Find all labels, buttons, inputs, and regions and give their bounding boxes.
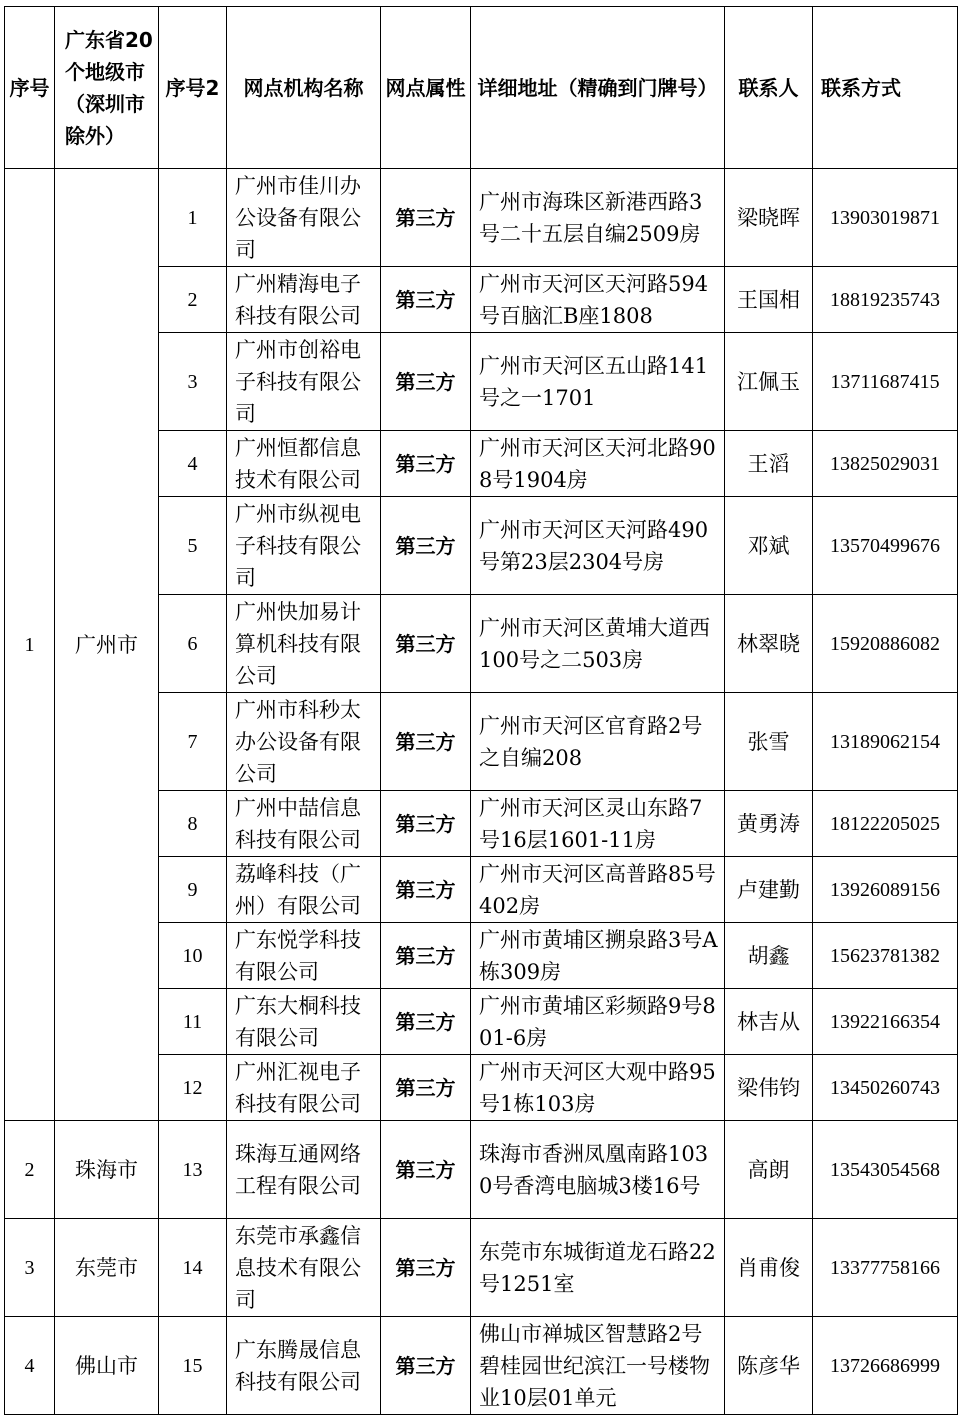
addr-cell: 广州市天河区天河路490号第23层2304号房 (471, 497, 725, 595)
header-seq: 序号 (5, 7, 55, 169)
phone-cell: 15623781382 (813, 923, 958, 989)
seq2-cell: 8 (159, 791, 227, 857)
phone-cell: 13926089156 (813, 857, 958, 923)
attr-cell: 第三方 (381, 989, 471, 1055)
org-cell: 广东大桐科技有限公司 (227, 989, 381, 1055)
org-cell: 广州恒都信息技术有限公司 (227, 431, 381, 497)
seq-cell: 2 (5, 1121, 55, 1219)
phone-cell: 13450260743 (813, 1055, 958, 1121)
seq2-cell: 9 (159, 857, 227, 923)
org-cell: 珠海互通网络工程有限公司 (227, 1121, 381, 1219)
contact-cell: 黄勇涛 (725, 791, 813, 857)
phone-cell: 18122205025 (813, 791, 958, 857)
seq2-cell: 4 (159, 431, 227, 497)
attr-cell: 第三方 (381, 267, 471, 333)
phone-cell: 13711687415 (813, 333, 958, 431)
seq-cell: 1 (5, 169, 55, 1121)
addr-cell: 广州市天河区大观中路95号1栋103房 (471, 1055, 725, 1121)
contact-cell: 张雪 (725, 693, 813, 791)
phone-cell: 15920886082 (813, 595, 958, 693)
phone-cell: 13543054568 (813, 1121, 958, 1219)
org-cell: 广东腾晟信息科技有限公司 (227, 1317, 381, 1415)
city-cell: 东莞市 (55, 1219, 159, 1317)
contact-cell: 林吉从 (725, 989, 813, 1055)
org-cell: 东莞市承鑫信息技术有限公司 (227, 1219, 381, 1317)
seq2-cell: 5 (159, 497, 227, 595)
contact-cell: 胡鑫 (725, 923, 813, 989)
contact-cell: 梁伟钧 (725, 1055, 813, 1121)
addr-cell: 广州市天河区五山路141号之一1701 (471, 333, 725, 431)
seq2-cell: 7 (159, 693, 227, 791)
addr-cell: 广州市天河区官育路2号之自编208 (471, 693, 725, 791)
org-cell: 荔峰科技（广州）有限公司 (227, 857, 381, 923)
phone-cell: 13570499676 (813, 497, 958, 595)
header-attr: 网点属性 (381, 7, 471, 169)
contact-cell: 江佩玉 (725, 333, 813, 431)
header-contact: 联系人 (725, 7, 813, 169)
header-city: 广东省20个地级市（深圳市除外） (55, 7, 159, 169)
phone-cell: 13189062154 (813, 693, 958, 791)
seq2-cell: 15 (159, 1317, 227, 1415)
addr-cell: 广州市黄埔区搠泉路3号A栋309房 (471, 923, 725, 989)
org-cell: 广州汇视电子科技有限公司 (227, 1055, 381, 1121)
seq2-cell: 2 (159, 267, 227, 333)
contact-cell: 梁晓晖 (725, 169, 813, 267)
org-cell: 广州中喆信息科技有限公司 (227, 791, 381, 857)
contact-cell: 肖甫俊 (725, 1219, 813, 1317)
attr-cell: 第三方 (381, 857, 471, 923)
attr-cell: 第三方 (381, 1317, 471, 1415)
seq-cell: 3 (5, 1219, 55, 1317)
phone-cell: 13903019871 (813, 169, 958, 267)
addr-cell: 佛山市禅城区智慧路2号碧桂园世纪滨江一号楼物业10层01单元 (471, 1317, 725, 1415)
contact-cell: 高朗 (725, 1121, 813, 1219)
attr-cell: 第三方 (381, 693, 471, 791)
table-row (5, 1317, 958, 1415)
attr-cell: 第三方 (381, 169, 471, 267)
addr-cell: 广州市黄埔区彩频路9号801-6房 (471, 989, 725, 1055)
seq2-cell: 1 (159, 169, 227, 267)
seq2-cell: 6 (159, 595, 227, 693)
table-row (5, 169, 958, 267)
attr-cell: 第三方 (381, 923, 471, 989)
org-cell: 广州市纵视电子科技有限公司 (227, 497, 381, 595)
seq2-cell: 10 (159, 923, 227, 989)
seq2-cell: 12 (159, 1055, 227, 1121)
contact-cell: 王滔 (725, 431, 813, 497)
attr-cell: 第三方 (381, 791, 471, 857)
header-phone: 联系方式 (813, 7, 958, 169)
seq2-cell: 11 (159, 989, 227, 1055)
seq-cell: 4 (5, 1317, 55, 1415)
addr-cell: 东莞市东城街道龙石路22号1251室 (471, 1219, 725, 1317)
addr-cell: 珠海市香洲凤凰南路1030号香湾电脑城3楼16号 (471, 1121, 725, 1219)
header-row (5, 7, 958, 169)
attr-cell: 第三方 (381, 333, 471, 431)
city-cell: 佛山市 (55, 1317, 159, 1415)
attr-cell: 第三方 (381, 1055, 471, 1121)
addr-cell: 广州市天河区高普路85号402房 (471, 857, 725, 923)
table-body (5, 169, 958, 1415)
table-row (5, 1121, 958, 1219)
attr-cell: 第三方 (381, 431, 471, 497)
addr-cell: 广州市天河区灵山东路7号16层1601-11房 (471, 791, 725, 857)
contact-cell: 卢建勤 (725, 857, 813, 923)
org-cell: 广州市佳川办公设备有限公司 (227, 169, 381, 267)
contact-cell: 林翠晓 (725, 595, 813, 693)
attr-cell: 第三方 (381, 1121, 471, 1219)
header-org: 网点机构名称 (227, 7, 381, 169)
service-outlet-table (4, 6, 958, 1415)
org-cell: 广东悦学科技有限公司 (227, 923, 381, 989)
attr-cell: 第三方 (381, 595, 471, 693)
phone-cell: 13726686999 (813, 1317, 958, 1415)
phone-cell: 13922166354 (813, 989, 958, 1055)
org-cell: 广州市创裕电子科技有限公司 (227, 333, 381, 431)
seq2-cell: 3 (159, 333, 227, 431)
attr-cell: 第三方 (381, 1219, 471, 1317)
contact-cell: 邓斌 (725, 497, 813, 595)
phone-cell: 13825029031 (813, 431, 958, 497)
phone-cell: 13377758166 (813, 1219, 958, 1317)
city-cell: 珠海市 (55, 1121, 159, 1219)
header-addr: 详细地址（精确到门牌号） (471, 7, 725, 169)
addr-cell: 广州市天河区黄埔大道西100号之二503房 (471, 595, 725, 693)
org-cell: 广州快加易计算机科技有限公司 (227, 595, 381, 693)
org-cell: 广州精海电子科技有限公司 (227, 267, 381, 333)
seq2-cell: 14 (159, 1219, 227, 1317)
contact-cell: 陈彦华 (725, 1317, 813, 1415)
contact-cell: 王国相 (725, 267, 813, 333)
table-row (5, 1219, 958, 1317)
addr-cell: 广州市天河区天河北路908号1904房 (471, 431, 725, 497)
seq2-cell: 13 (159, 1121, 227, 1219)
org-cell: 广州市科秒太办公设备有限公司 (227, 693, 381, 791)
city-cell: 广州市 (55, 169, 159, 1121)
addr-cell: 广州市海珠区新港西路3号二十五层自编2509房 (471, 169, 725, 267)
attr-cell: 第三方 (381, 497, 471, 595)
header-seq2: 序号2 (159, 7, 227, 169)
addr-cell: 广州市天河区天河路594号百脑汇B座1808 (471, 267, 725, 333)
phone-cell: 18819235743 (813, 267, 958, 333)
